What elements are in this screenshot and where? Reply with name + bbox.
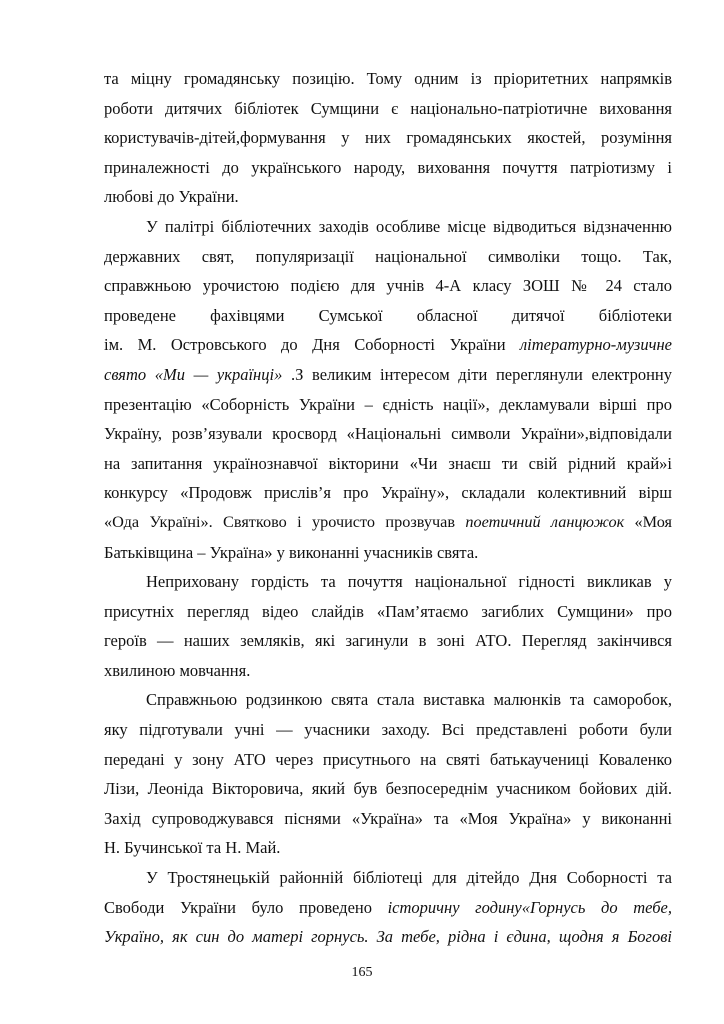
text-line bbox=[104, 360, 672, 390]
text-line bbox=[104, 626, 672, 656]
text-segment: «Моя bbox=[624, 512, 672, 531]
text-segment: справжньою урочистою подією для учнів 4-А класу ЗОШ № 24 стало bbox=[104, 276, 672, 296]
text-segment: присутніх перегляд відео слайдів «Пам’ятаємо загиблих Сумщини» про bbox=[104, 601, 672, 621]
text-segment: .З великим інтересом діти переглянули електронну bbox=[282, 364, 672, 384]
text-line bbox=[104, 538, 672, 568]
text-line bbox=[104, 94, 672, 124]
text-line bbox=[104, 123, 672, 153]
text-segment: Лізи, Леоніда Вікторовича, який був безпосереднім учасником бойових дій. bbox=[104, 779, 672, 799]
text-segment: презентацію «Соборність України – єдність нації», декламували вірші про bbox=[104, 394, 672, 414]
text-segment: конкурсу «Продовж прислів’я про Україну», складали колективний вірш bbox=[104, 483, 672, 503]
text-segment: Свободи України було проведено bbox=[104, 897, 388, 917]
text-segment: любові до України. bbox=[104, 187, 239, 207]
text-line bbox=[104, 922, 672, 952]
text-segment: хвилиною мовчання. bbox=[104, 660, 251, 680]
text-line bbox=[104, 182, 672, 212]
text-line bbox=[104, 242, 672, 272]
text-line bbox=[104, 833, 672, 863]
italic-text: літературно-музичне bbox=[519, 335, 672, 355]
text-line bbox=[104, 597, 672, 627]
text-line bbox=[104, 153, 672, 183]
italic-text: історичну годину«Горнусь до тебе, bbox=[387, 897, 672, 917]
text-segment: роботи дитячих бібліотек Сумщини є національно-патріотичне виховання bbox=[104, 98, 672, 118]
text-segment: ім. М. Островського до Дня Соборності України bbox=[104, 335, 520, 355]
text-segment: героїв — наших земляків, які загинули в зоні АТО. Перегляд закінчився bbox=[104, 631, 672, 651]
text-line bbox=[104, 774, 672, 804]
text-segment: державних свят, популяризації національної символіки тощо. Так, bbox=[104, 246, 672, 266]
text-line bbox=[104, 863, 672, 893]
text-segment: Захід супроводжувався піснями «Україна» та «Моя Україна» у виконанні bbox=[104, 808, 672, 828]
text-segment: яку підготували учні — учасники заходу. Всі представлені роботи були bbox=[104, 720, 672, 740]
text-line bbox=[104, 449, 672, 479]
text-segment: на запитання українознавчої вікторини «Чи знаєш ти свій рідний край»і bbox=[104, 453, 672, 473]
text-segment: Україну, розв’язували кросворд «Національні символи України»,відповідали bbox=[104, 424, 672, 444]
text-segment: користувачів-дітей,формування у них громадянських якостей, розуміння bbox=[104, 128, 672, 148]
text-line bbox=[104, 419, 672, 449]
text-line bbox=[104, 390, 672, 420]
text-line bbox=[104, 685, 672, 715]
text-line bbox=[104, 656, 672, 686]
italic-text: Україно, як син до матері горнусь. За тебе, рідна і єдина, щодня я Богові bbox=[104, 927, 672, 947]
text-line bbox=[104, 508, 672, 538]
italic-text: свято «Ми — українці» bbox=[104, 364, 283, 384]
text-segment: У палітрі бібліотечних заходів особливе місце відводиться відзначенню bbox=[146, 216, 672, 236]
body-text bbox=[104, 64, 672, 952]
italic-text: поетичний ланцюжок bbox=[465, 512, 625, 531]
text-line bbox=[104, 212, 672, 242]
text-line bbox=[104, 715, 672, 745]
text-line bbox=[104, 478, 672, 508]
text-segment: Батьківщина – Україна» у виконанні учасників свята. bbox=[104, 542, 479, 562]
text-segment: та міцну громадянську позицію. Тому одним із пріоритетних напрямків bbox=[104, 69, 672, 88]
text-segment: проведене фахівцями Сумської обласної дитячої бібліотеки bbox=[104, 305, 672, 325]
text-segment: Неприховану гордість та почуття національної гідності викликав у bbox=[146, 572, 672, 592]
text-line bbox=[104, 893, 672, 923]
text-line bbox=[104, 271, 672, 301]
text-segment: приналежності до українського народу, виховання почуття патріотизму і bbox=[104, 157, 672, 177]
text-segment: «Ода Україні». Святково і урочисто прозвучав bbox=[104, 512, 466, 531]
text-segment: У Тростянецькій районній бібліотеці для дітейдо Дня Соборності та bbox=[146, 868, 672, 888]
text-line bbox=[104, 64, 672, 94]
text-segment: Н. Бучинської та Н. Май. bbox=[104, 838, 281, 858]
text-line bbox=[104, 745, 672, 775]
text-line bbox=[104, 301, 672, 331]
text-line bbox=[104, 567, 672, 597]
page-number: 165 bbox=[351, 965, 373, 980]
text-line bbox=[104, 330, 672, 360]
text-segment: Справжньою родзинкою свята стала виставка малюнків та саморобок, bbox=[146, 690, 672, 710]
text-line bbox=[104, 804, 672, 834]
text-segment: передані у зону АТО через присутнього на святі батькаучениці Коваленко bbox=[104, 749, 672, 769]
